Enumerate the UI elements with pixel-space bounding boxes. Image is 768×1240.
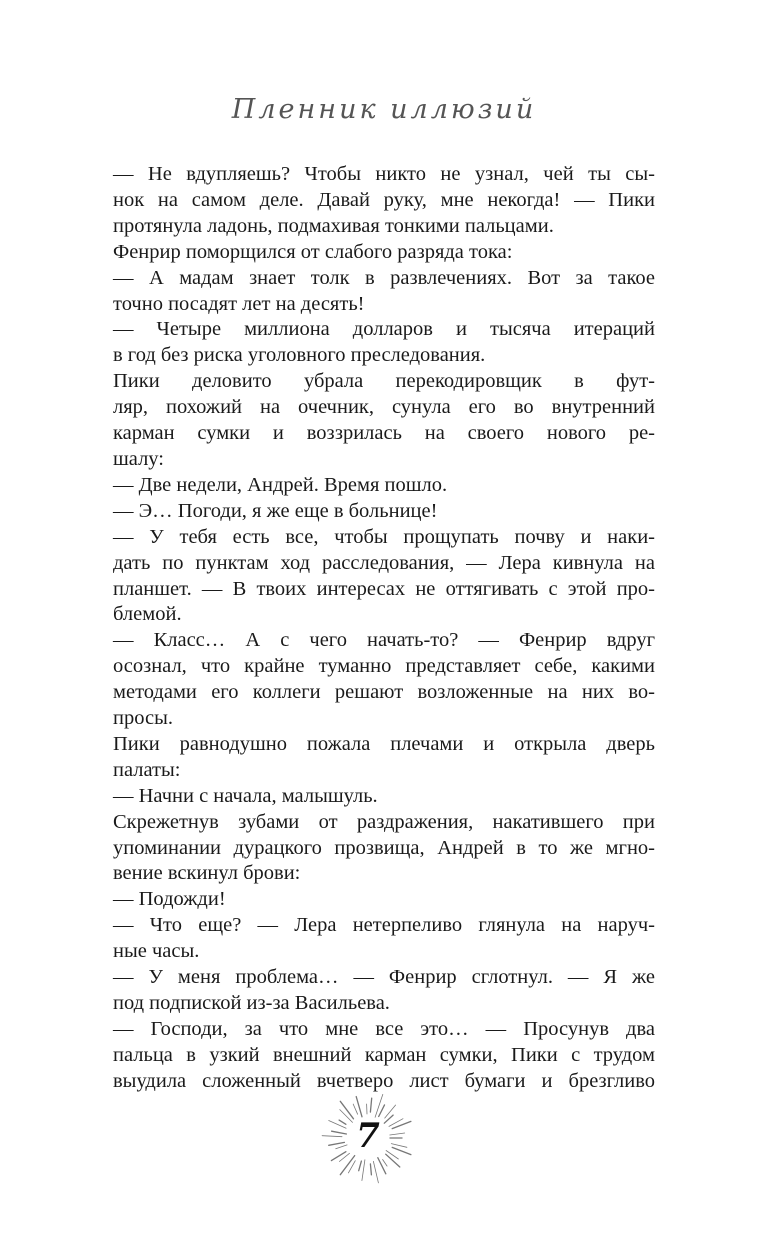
text-line: карман сумки и воззрилась на своего нового ре- bbox=[113, 422, 655, 445]
text-line: осознал, что крайне туманно представляет себе, какими bbox=[113, 655, 655, 678]
burst-ray bbox=[353, 1104, 357, 1114]
text-line: — Не вдупляешь? Чтобы никто не узнал, чей ты сы- bbox=[113, 163, 655, 185]
burst-ray bbox=[362, 1160, 365, 1181]
burst-ray bbox=[359, 1161, 362, 1171]
burst-ray bbox=[373, 1161, 378, 1182]
text-line: выудила сложенный вчетверо лист бумаги и брезгливо bbox=[113, 1069, 655, 1092]
text-line: — А мадам знает толк в развлечениях. Вот за такое bbox=[113, 266, 655, 289]
text-line: — Э… Погоди, я же еще в больнице! bbox=[113, 499, 438, 522]
page-number: 7 bbox=[356, 1116, 380, 1156]
burst-ray bbox=[378, 1158, 386, 1174]
text-line: — У меня проблема… — Фенрир сглотнул. — Я же bbox=[113, 966, 655, 989]
text-line: — Что еще? — Лера нетерпеливо глянула на наруч- bbox=[113, 914, 655, 937]
burst-ray bbox=[375, 1094, 383, 1117]
running-title: Пленник иллюзий bbox=[231, 94, 537, 125]
text-line: упоминании дурацкого прозвища, Андрей в то же мгно- bbox=[113, 836, 655, 859]
text-line: шалу: bbox=[113, 447, 164, 470]
text-line: ляр, похожий на очечник, сунула его во внутренний bbox=[113, 396, 655, 419]
burst-ray bbox=[370, 1164, 371, 1175]
text-line: палаты: bbox=[113, 758, 181, 781]
text-line: точно посадят лет на десять! bbox=[113, 292, 365, 315]
text-line: Скрежетнув зубами от раздражения, накатившего при bbox=[113, 810, 655, 833]
text-line: ные часы. bbox=[113, 940, 200, 963]
page-number-ornament bbox=[318, 1088, 418, 1188]
text-line: — Четыре миллиона долларов и тысяча итераций bbox=[113, 318, 655, 341]
body-text bbox=[113, 162, 655, 1095]
text-line: — Начни с начала, малышуль. bbox=[113, 784, 378, 807]
burst-ray bbox=[386, 1154, 400, 1167]
text-line: — У тебя есть все, чтобы прощупать почву и наки- bbox=[113, 525, 655, 548]
text-line: планшет. — В твоих интересах не оттягивать с этой про- bbox=[113, 577, 655, 600]
text-line: Фенрир поморщился от слабого разряда тока: bbox=[113, 240, 513, 263]
text-line: вение вскинул брови: bbox=[113, 862, 301, 885]
text-line: — Господи, за что мне все это… — Просунув два bbox=[113, 1017, 655, 1040]
text-line: блемой. bbox=[113, 603, 182, 626]
text-line: под подпиской из-за Васильева. bbox=[113, 992, 390, 1014]
text-line: протянула ладонь, подмахивая тонкими пальцами. bbox=[113, 214, 554, 237]
burst-ray bbox=[383, 1160, 388, 1167]
text-line: Пики равнодушно пожала плечами и открыла дверь bbox=[113, 732, 655, 755]
text-line: просы. bbox=[113, 707, 173, 730]
text-line: — Подожди! bbox=[113, 888, 226, 911]
burst-ray bbox=[370, 1098, 371, 1112]
text-line: методами его коллеги решают возложенные на них во- bbox=[113, 681, 655, 704]
text-line: пальца в узкий внешний карман сумки, Пики с трудом bbox=[113, 1043, 655, 1066]
text-line: дать по пунктам ход расследования, — Лера кивнула на bbox=[113, 551, 655, 574]
text-line: нок на самом деле. Давай руку, мне некогда! — Пики bbox=[113, 188, 655, 211]
text-line: — Класс… А с чего начать-то? — Фенрир вдруг bbox=[113, 629, 655, 652]
text-line: Пики деловито убрала перекодировщик в фут- bbox=[113, 370, 655, 393]
text-line: — Две недели, Андрей. Время пошло. bbox=[113, 473, 448, 496]
burst-ray bbox=[379, 1105, 385, 1117]
text-line: в год без риска уголовного преследования. bbox=[113, 344, 486, 367]
